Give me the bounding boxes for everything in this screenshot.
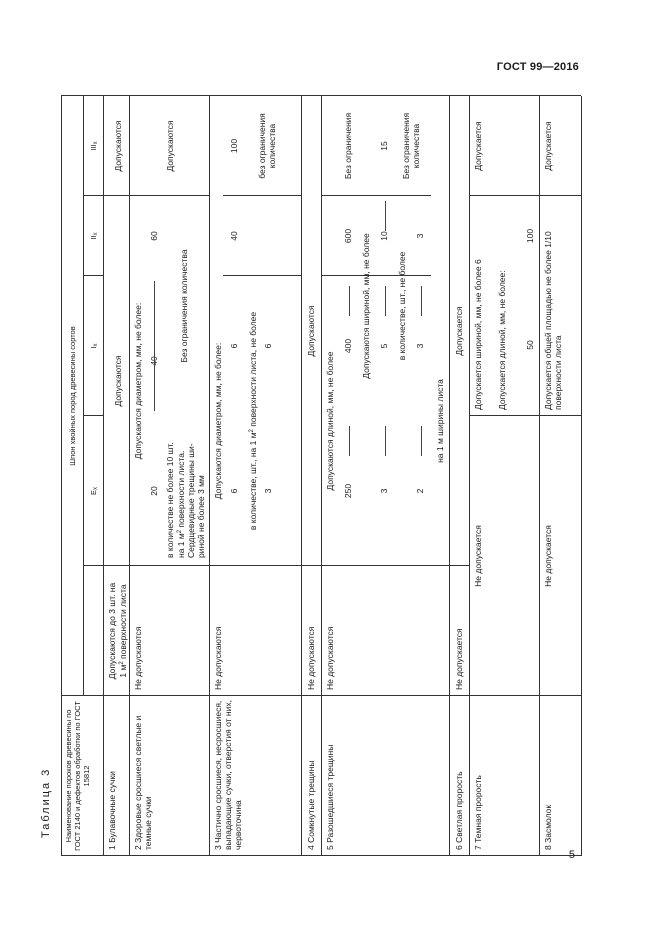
r5-length-ii: 400 — [343, 338, 353, 354]
row-line-6 — [469, 96, 470, 856]
r5-name: 5 Разошедшиеся трещины — [325, 744, 335, 850]
r2-dash-ii — [154, 281, 155, 411]
r3-count-i: 3 — [263, 488, 273, 494]
r5-dash-7 — [421, 286, 422, 316]
r2-diameter-i: 20 — [149, 486, 159, 496]
r8-name: 8 Засмолок — [543, 804, 553, 850]
grade-header-iii: IIIx — [89, 141, 99, 151]
r7-length-ii: 50 — [525, 340, 535, 350]
r1-grade-e: Допускаются до 3 шт. на 1 $м^2$ поверхности листа — [107, 582, 128, 680]
r2-name: 2 Здоровые сросшиеся светлые и темные сучки — [133, 715, 153, 850]
r1-name: 1 Булавочные сучки — [107, 771, 117, 850]
row-line-7 — [539, 96, 540, 856]
r4-grade-e: Не допускаются — [306, 626, 316, 690]
r1-grades-i-iii: Допускаются — [113, 355, 123, 407]
col-header-defect-name: Наименование пороков древесины по ГОСТ 2140 и дефектов обработки по ГОСТ 15812 — [64, 701, 91, 851]
r7-name: 7 Темная прорость — [473, 775, 483, 850]
r5-width-iii: 10 — [379, 231, 389, 241]
table-header-bottom-line — [103, 96, 104, 856]
r5-count-ii: 3 — [415, 343, 425, 349]
r5-width-iv: 15 — [379, 141, 389, 151]
grade-header-ii: IIx — [89, 232, 99, 240]
r2-unlimited: Без ограничения количества — [179, 249, 189, 363]
r7-grade-iv: Допускается — [473, 121, 483, 171]
r5-count-i: 2 — [415, 488, 425, 494]
r5-width-ii: 5 — [379, 343, 389, 349]
r7-grades-e-i: Не допускается — [473, 525, 483, 587]
r2-note-count: в количестве не более 10 шт. на 1 $м^2$ поверхности листа. Сердцевидные трещины ши- риной не более 3 мм — [165, 442, 206, 558]
r5-count-header: в количестве, шт., не более — [397, 251, 407, 361]
r6-name: 6 Светлая прорость — [454, 771, 464, 850]
r3-count-header: в количестве, шт., на 1 $м^2$ поверхности листа, не более — [248, 311, 258, 531]
r2-grade-e: Не допускаются — [133, 626, 143, 690]
r5-dash-1 — [349, 426, 350, 456]
r5-width-i: 3 — [379, 488, 389, 494]
r3-grade-e: Не допускаются — [213, 626, 223, 690]
table-border-bottom — [581, 96, 582, 856]
r2-diameter-header: Допускаются диаметром, мм, не более: — [133, 302, 143, 460]
standard-number: ГОСТ 99—2016 — [496, 61, 579, 73]
r5-dash-3 — [385, 426, 386, 456]
row-line-3 — [301, 96, 302, 856]
row-line-5 — [449, 96, 450, 856]
r8-grades-e-i: Не допускается — [543, 525, 553, 587]
r5-length-iii: 600 — [343, 228, 353, 244]
r2-diameter-ii: 40 — [149, 356, 159, 366]
page-number: 5 — [568, 849, 575, 861]
r5-length-i: 250 — [343, 483, 353, 499]
table-border-top — [61, 96, 62, 856]
r3-diameter-i: 6 — [229, 488, 239, 494]
row-line-1 — [129, 96, 130, 856]
r2-diameter-iii: 60 — [149, 231, 159, 241]
r5-iv-length: Без ограничения — [343, 112, 353, 180]
r3-unlimited: без ограничения количества — [257, 113, 277, 179]
r2-grade-iv: Допускаются — [165, 120, 175, 172]
grade-header-i: Ix — [89, 343, 99, 349]
r6-grade-e: Не допускается — [454, 628, 464, 690]
r5-dash-4 — [385, 286, 386, 316]
r5-dash-5 — [385, 201, 386, 231]
r5-iv-count: Без ограничения количества — [401, 112, 421, 180]
group-header-line — [83, 96, 84, 696]
r5-dash-2 — [349, 286, 350, 316]
r8-grades-ii-iii: Допускается общей площадью не более 1/10 поверхности листа — [543, 231, 563, 410]
r7-width-rule: Допускается шириной, мм, не более 6 — [473, 259, 483, 410]
r3-diameter-iv: 100 — [229, 138, 239, 154]
r4-grades-i-iv: Допускаются — [306, 305, 316, 357]
table-caption: Таблица 3 — [40, 767, 52, 838]
r3-diameter-header: Допускаются диаметром, мм, не более: — [213, 342, 223, 500]
r8-grade-iv: Допускается — [543, 121, 553, 171]
r5-count-iii: 3 — [415, 233, 425, 239]
r6-grades-i-iv: Допускается — [454, 306, 464, 356]
r3-name: 3 Частично сросшиеся, несросшиеся, выпадающие сучки, отверстия от них, червоточина — [213, 700, 243, 850]
r3-diameter-ii: 6 — [229, 343, 239, 349]
r5-per-width: на 1 м ширины листа — [435, 379, 445, 463]
row-line-4 — [321, 96, 322, 856]
grade-header-e: Ex — [89, 487, 99, 496]
group-header-pine-veneer: Шпон хвойных пород древесины сортов — [68, 326, 77, 466]
r5-width-header: Допускаются шириной, мм, не более — [361, 233, 371, 379]
r7-length-iii: 100 — [525, 228, 535, 244]
r5-length-header: Допускаются длиной, мм, не более — [325, 351, 335, 491]
rotated-table — [61, 96, 581, 856]
r3-count-ii: 6 — [263, 343, 273, 349]
r5-dash-6 — [421, 426, 422, 456]
r3-diameter-iii: 40 — [229, 231, 239, 241]
r4-name: 4 Сомкнутые трещины — [306, 760, 316, 850]
r7-length-rule: Допускается длиной, мм, не более: — [497, 270, 507, 410]
r1-grade-iv: Допускаются — [113, 120, 123, 172]
row-line-2 — [209, 96, 210, 856]
r5-grade-e: Не допускаются — [325, 626, 335, 690]
